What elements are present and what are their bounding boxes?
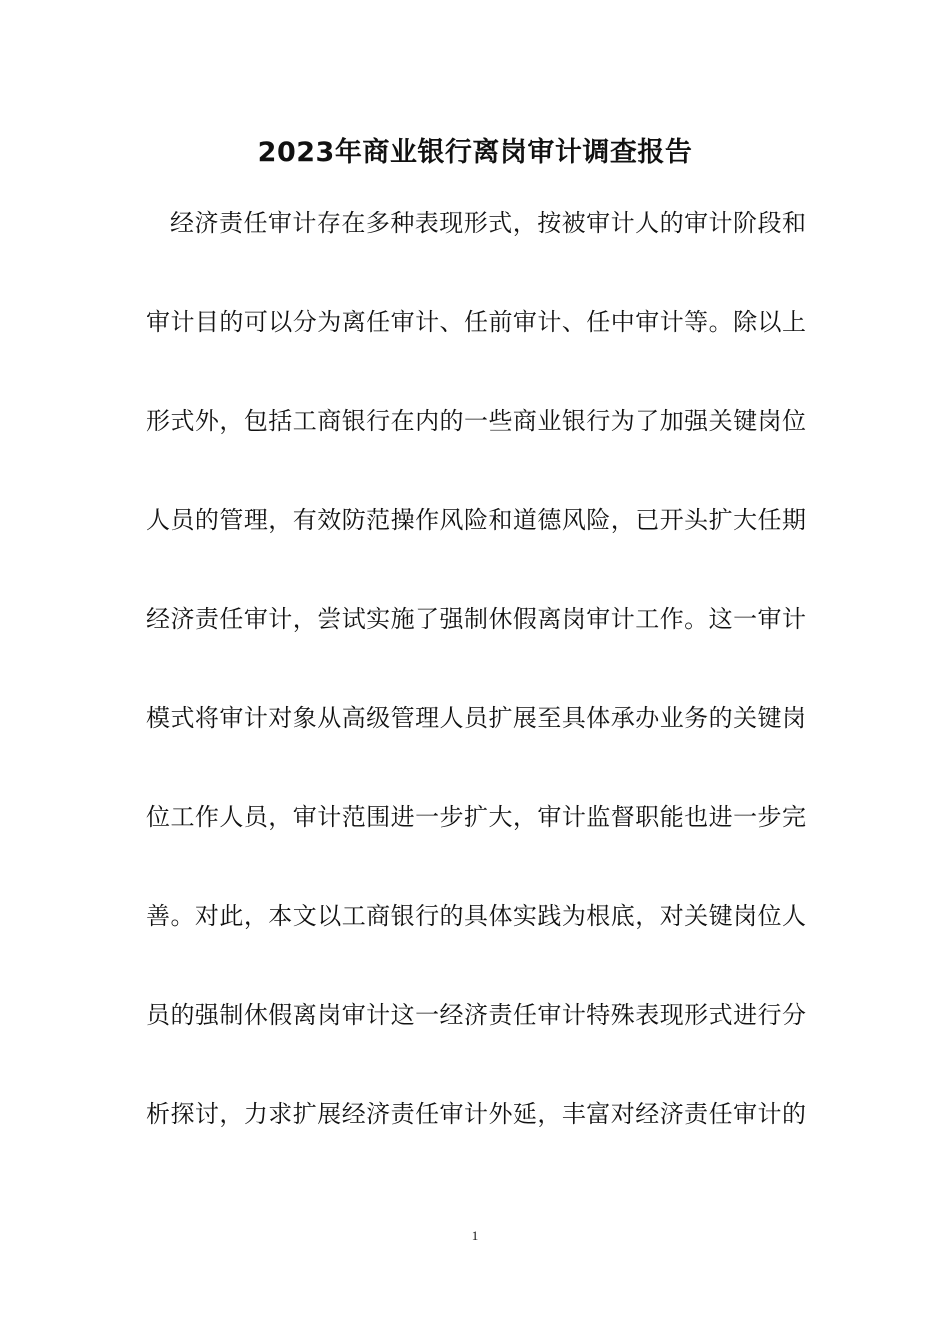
page-number: 1 [471,1228,479,1243]
paragraph-line: 员的强制休假离岗审计这一经济责任审计特殊表现形式进行分 [146,1001,806,1029]
paragraph-line: 审计目的可以分为离任审计、任前审计、任中审计等。除以上 [146,308,806,336]
paragraph-line: 经济责任审计，尝试实施了强制休假离岗审计工作。这一审计 [146,605,806,633]
paragraph-line: 人员的管理，有效防范操作风险和道德风险，已开头扩大任期 [146,506,806,534]
paragraph-line: 析探讨，力求扩展经济责任审计外延，丰富对经济责任审计的 [146,1100,806,1128]
paragraph-line: 模式将审计对象从高级管理人员扩展至具体承办业务的关键岗 [146,704,806,732]
paragraph-line: 形式外，包括工商银行在内的一些商业银行为了加强关键岗位 [146,407,806,435]
paragraph-line: 善。对此，本文以工商银行的具体实践为根底，对关键岗位人 [146,902,806,930]
document-title: 2023年商业银行离岗审计调查报告 [257,137,693,168]
paragraph-line: 位工作人员，审计范围进一步扩大，审计监督职能也进一步完 [146,803,806,831]
body-paragraph [146,198,806,1188]
paragraph-line: 经济责任审计存在多种表现形式，按被审计人的审计阶段和 [170,209,806,237]
